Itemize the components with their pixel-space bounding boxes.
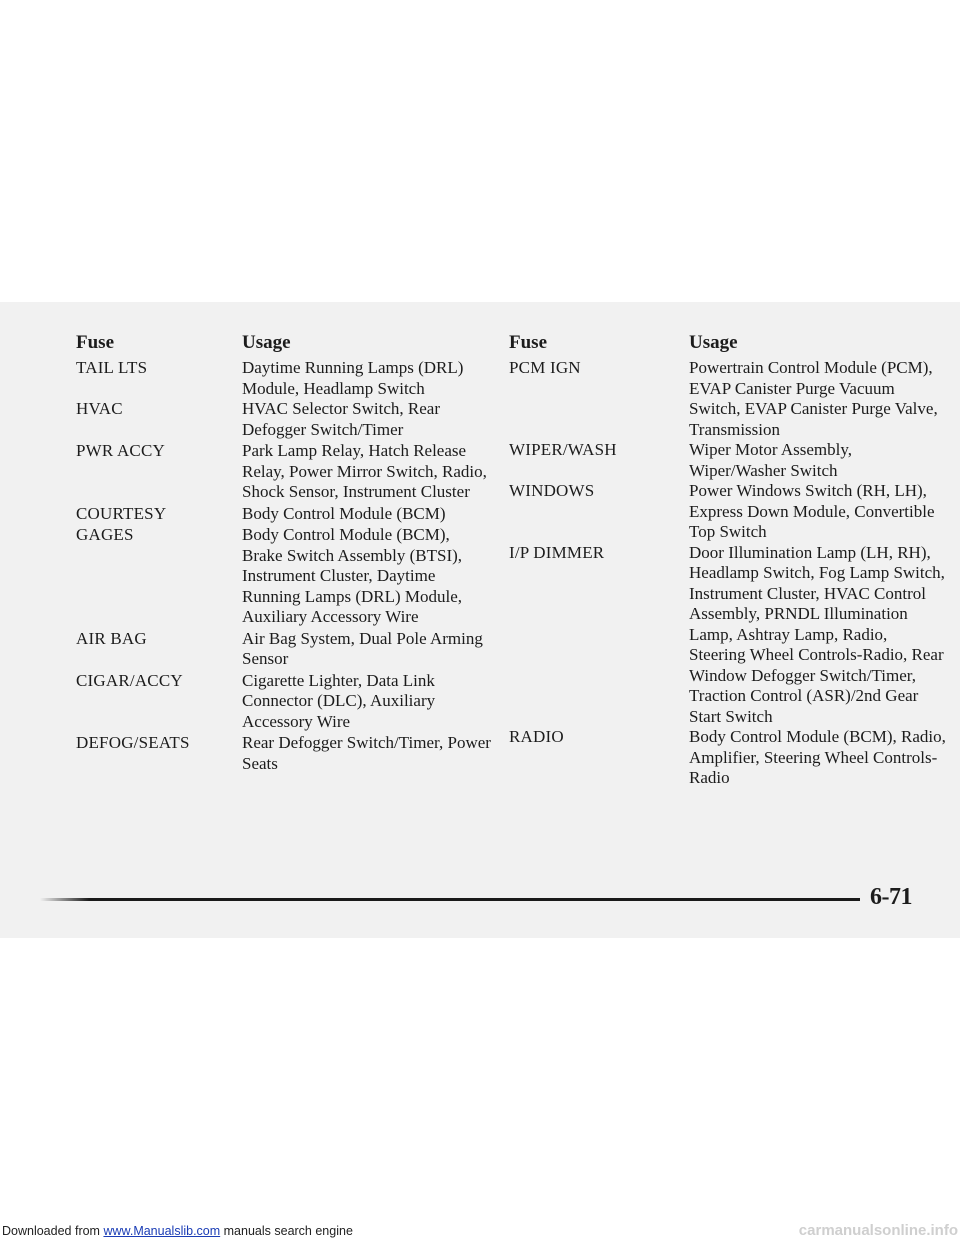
fuse-rows-left xyxy=(76,358,496,774)
fuse-usage: HVAC Selector Switch, Rear Defogger Switch/Timer xyxy=(242,399,440,439)
table-row xyxy=(76,629,496,670)
fuse-usage: Body Control Module (BCM), Radio, Amplifier, Steering Wheel Controls-Radio xyxy=(689,727,946,787)
page-number: 6-71 xyxy=(870,884,912,910)
fuse-column-header: Fuse xyxy=(509,332,547,353)
table-row xyxy=(76,399,496,440)
fuse-usage: Daytime Running Lamps (DRL) Module, Headlamp Switch xyxy=(242,358,464,398)
table-row xyxy=(509,358,949,440)
table-header xyxy=(509,332,949,356)
fuse-usage: Cigarette Lighter, Data Link Connector (DLC), Auxiliary Accessory Wire xyxy=(242,670,436,731)
fuse-name: PCM IGN xyxy=(509,358,581,377)
manualslib-link[interactable]: www.Manualslib.com xyxy=(103,1224,221,1238)
fuse-table-right xyxy=(509,332,949,789)
footer-suffix: manuals search engine xyxy=(220,1224,353,1238)
usage-column-header: Usage xyxy=(689,332,738,353)
fuse-usage: Park Lamp Relay, Hatch Release Relay, Power Mirror Switch, Radio, Shock Sensor, Instrument Cluster xyxy=(242,441,487,501)
fuse-name: DEFOG/SEATS xyxy=(76,733,190,752)
fuse-name: AIR BAG xyxy=(76,628,147,648)
fuse-table-left xyxy=(76,332,496,774)
table-row xyxy=(76,671,496,733)
fuse-name: WIPER/WASH xyxy=(509,440,617,459)
top-margin xyxy=(0,0,960,302)
table-row xyxy=(76,504,496,525)
fuse-name: GAGES xyxy=(76,525,134,544)
fuse-name: PWR ACCY xyxy=(76,441,165,460)
manual-page xyxy=(0,302,960,938)
table-row xyxy=(76,358,496,399)
fuse-usage: Body Control Module (BCM), Brake Switch Assembly (BTSI), Instrument Cluster, Daytime Running Lamps (DRL) Module, Auxiliary Accessory Wire xyxy=(242,525,463,626)
fuse-usage: Door Illumination Lamp (LH, RH), Headlamp Switch, Fog Lamp Switch, Instrument Cluster, HVAC Control Assembly, PRNDL Illumination Lamp, Ashtray Lamp, Radio, Steering Wheel Controls-Radio, Rear Window Defogger Switch/Timer, Traction Control (ASR)/2nd Gear Start Switch xyxy=(689,542,945,726)
table-row xyxy=(509,543,949,728)
fuse-usage: Power Windows Switch (RH, LH), Express Down Module, Convertible Top Switch xyxy=(689,481,935,541)
fuse-column-header: Fuse xyxy=(76,332,114,353)
fuse-usage: Body Control Module (BCM) xyxy=(242,503,446,523)
table-row xyxy=(509,440,949,481)
table-header xyxy=(76,332,496,356)
fuse-usage: Wiper Motor Assembly, Wiper/Washer Switch xyxy=(689,440,853,480)
footer-prefix: Downloaded from xyxy=(2,1224,104,1238)
usage-column-header: Usage xyxy=(242,332,291,353)
fuse-usage: Rear Defogger Switch/Timer, Power Seats xyxy=(242,733,491,773)
table-row xyxy=(509,727,949,789)
fuse-rows-right xyxy=(509,358,949,789)
footer-text xyxy=(2,1224,353,1238)
fuse-name: TAIL LTS xyxy=(76,358,148,377)
fuse-name: CIGAR/ACCY xyxy=(76,670,183,690)
table-row xyxy=(509,481,949,543)
fuse-name: WINDOWS xyxy=(509,481,595,500)
fuse-name: RADIO xyxy=(509,727,564,746)
page-rule xyxy=(40,898,860,901)
download-footer xyxy=(0,1222,960,1242)
fuse-usage: Air Bag System, Dual Pole Arming Sensor xyxy=(242,628,483,668)
table-row xyxy=(76,733,496,774)
table-row xyxy=(76,441,496,503)
watermark: carmanualsonline.info xyxy=(798,1222,958,1239)
fuse-usage: Powertrain Control Module (PCM), EVAP Canister Purge Vacuum Switch, EVAP Canister Purge Valve, Transmission xyxy=(689,358,938,439)
fuse-name: HVAC xyxy=(76,399,123,418)
fuse-name: I/P DIMMER xyxy=(509,542,605,562)
fuse-name: COURTESY xyxy=(76,503,167,523)
table-row xyxy=(76,525,496,628)
